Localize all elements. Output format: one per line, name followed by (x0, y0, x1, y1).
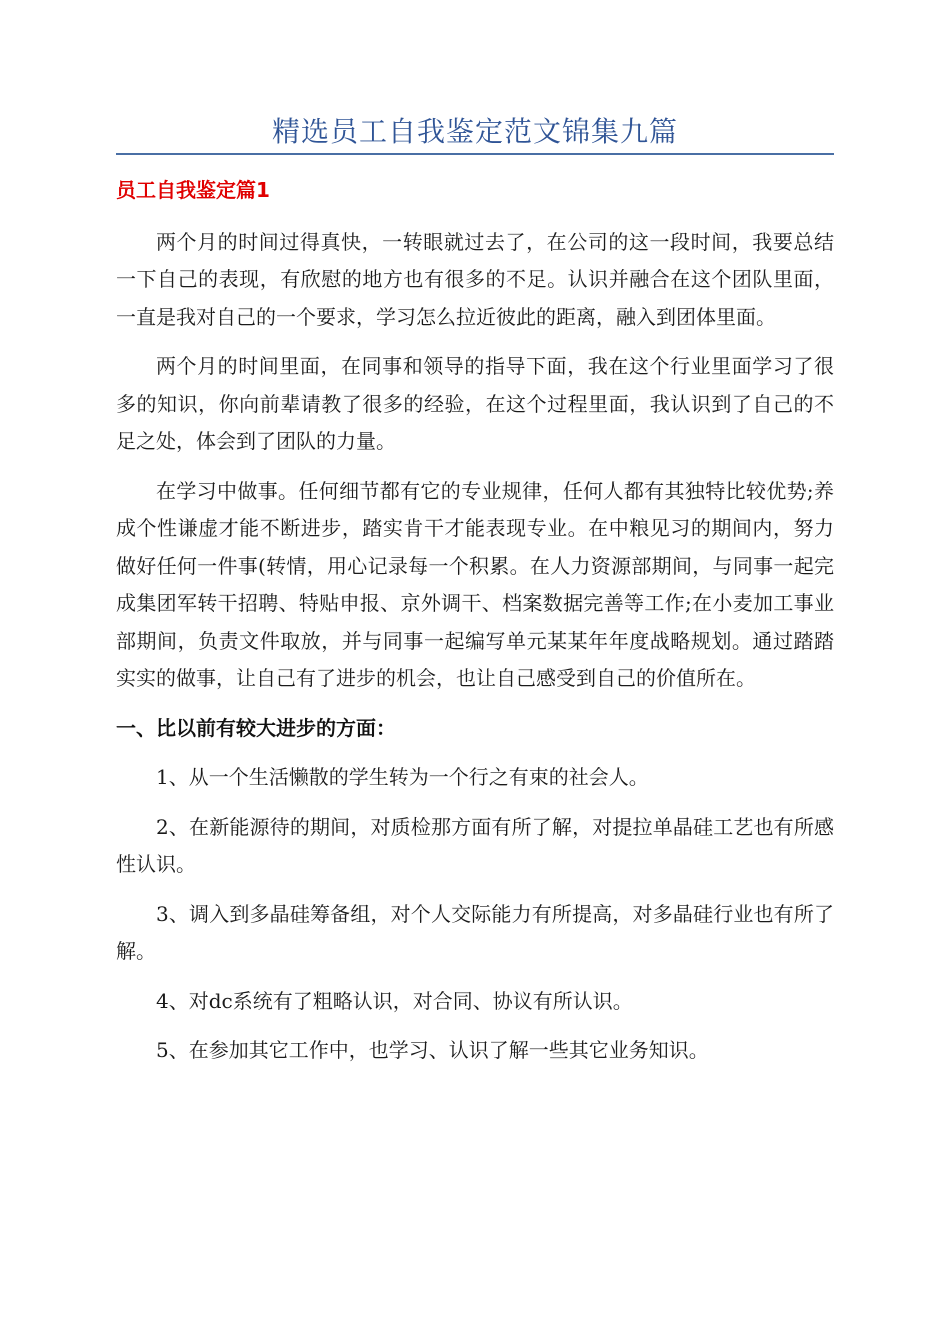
sub-heading: 一、比以前有较大进步的方面： (116, 715, 396, 740)
list-item-5: 5、在参加其它工作中，也学习、认识了解一些其它业务知识。 (156, 1038, 709, 1062)
body-paragraph-3: 在学习中做事。任何细节都有它的专业规律，任何人都有其独特比较优势;养成个性谦虚才能不断进步，踏实肯干才能表现专业。在中粮见习的期间内，努力做好任何一件事(转情，用心记录每一个积累。在人力资源部期间，与同事一起完成集团军转干招聘、特贴申报、京外调干、档案数据完善等工作;在小麦加工事业部期间，负责文件取放，并与同事一起编写单元某某年年度战略规划。通过踏踏实实的做事，让自己有了进步的机会，也让自己感受到自己的价值所在。 (116, 478, 834, 690)
section-heading: 员工自我鉴定篇1 (116, 178, 270, 202)
body-paragraph-1: 两个月的时间过得真快，一转眼就过去了，在公司的这一段时间，我要总结一下自己的表现，有欣慰的地方也有很多的不足。认识并融合在这个团队里面，一直是我对自己的一个要求，学习怎么拉近彼此的距离，融入到团体里面。 (116, 229, 834, 329)
list-item-3: 3、调入到多晶硅筹备组，对个人交际能力有所提高，对多晶硅行业也有所了解。 (116, 901, 834, 963)
title-underline (116, 153, 834, 155)
document-body (116, 172, 834, 1082)
document-title: 精选员工自我鉴定范文锦集九篇 (271, 115, 678, 148)
list-item-2: 2、在新能源待的期间，对质检那方面有所了解，对提拉单晶硅工艺也有所感性认识。 (116, 814, 834, 876)
list-item-1: 1、从一个生活懒散的学生转为一个行之有束的社会人。 (156, 765, 649, 789)
list-item-4: 4、对dc系统有了粗略认识，对合同、协议有所认识。 (156, 988, 633, 1013)
body-paragraph-2: 两个月的时间里面，在同事和领导的指导下面，我在这个行业里面学习了很多的知识，你向前辈请教了很多的经验，在这个过程里面，我认识到了自己的不足之处，体会到了团队的力量。 (116, 354, 834, 453)
